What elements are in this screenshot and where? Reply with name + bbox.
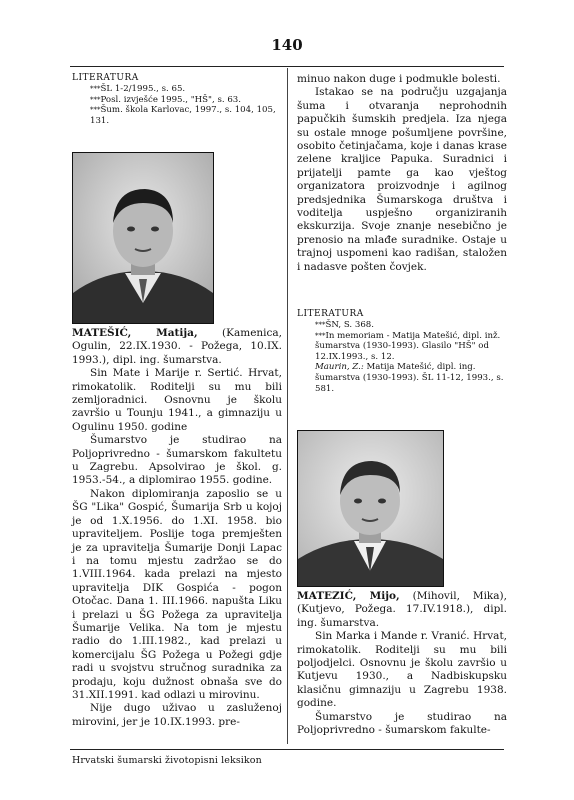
portrait-photo-matezic bbox=[297, 430, 444, 587]
continuation-text bbox=[297, 73, 507, 274]
entry-name: MATEŠIĆ, Matija, bbox=[72, 327, 198, 339]
entry-paragraph: Šumarstvo je studirao na Poljoprivredno - šumarskom fakultetu u Zagrebu. Apsolvirao je škol. g. 1953.-54., a diplomirao 1955. godine. bbox=[72, 434, 282, 487]
literature-item: ***ŠN, S. 368. bbox=[315, 320, 374, 330]
bottom-rule bbox=[70, 749, 504, 750]
literature-item: ***Šum. škola Karlovac, 1997., s. 104, 105, 131. bbox=[90, 105, 276, 126]
entry-name: MATEZIĆ, Mijo, bbox=[297, 590, 400, 602]
entry-matezic: MATEZIĆ, Mijo, (Mihovil, Mika), (Kutjevo, Požega. 17.IV.1918.), dipl. ing. šumarstva. Sin Marka i Mande r. Vranić. Hrvat, rimokatolik. Roditelji su mu bili poljodjelci. Osnovnu je školu završio u Kutjevu 1930., a Nadbiskupsku klasičnu gimnaziju u Zagrebu 1938. godine. Šumarstvo je studirao na Poljoprivredno - šumarskom fakulte- bbox=[297, 590, 507, 737]
top-rule bbox=[70, 66, 504, 67]
continuation-paragraph: minuo nakon duge i podmukle bolesti. bbox=[297, 73, 501, 85]
entry-paragraph: Nakon diplomiranja zaposlio se u ŠG "Lika" Gospić, Šumarija Srb u kojoj je od 1.X.1956. do 1.XI. 1958. bio upraviteljem. Poslije toga premješten je za upravitelja Šumarije Donji Lapac i na tomu mjestu zadržao se do 1.VIII.1964. kada prelazi na mjesto upravitelja DIK Gospića - pogon Otočac. Dana 1. III.1966. napušta Liku i prelazi u ŠG Požega za upravitelja Šumarije Velika. Na tom je mjestu radio do 1.III.1982., kad prelazi u komercijalu ŠG Požega u Požegi gdje radi u svojstvu stručnog suradnika za prodaju, koju dužnost obnaša sve do 31.XII.1991. kad odlazi u mirovinu. bbox=[72, 487, 282, 701]
left-literature bbox=[72, 73, 282, 126]
entry-paragraph: Šumarstvo je studirao na Poljoprivredno - šumarskom fakulte- bbox=[297, 710, 507, 737]
entry-matesic: MATEŠIĆ, Matija, (Kamenica, Ogulin, 22.IX.1930. - Požega, 10.IX. 1993.), dipl. ing. šumarstva. Sin Mate i Marije r. Sertić. Hrvat, rimokatolik. Roditelji su mu bili zemljoradnici. Osnovnu je školu završio u Tounju 1941., a gimnaziju u Ogulinu 1950. godine Šumarstvo je studirao na Poljoprivredno - šumarskom fakultetu u Zagrebu. Apsolvirao je škol. g. 1953.-54., a diplomirao 1955. godine. Nakon diplomiranja zaposlio se u ŠG "Lika" Gospić, Šumarija Srb u kojoj je od 1.X.1956. do 1.XI. 1958. bio upraviteljem. Poslije toga premješten je za upravitelja Šumarije Donji Lapac i na tomu mjestu zadržao se do 1.VIII.1964. kada prelazi na mjesto upravitelja DIK Gospića - pogon Otočac. Dana 1. III.1966. napušta Liku i prelazi u ŠG Požega za upravitelja Šumarije Velika. Na tom je mjestu radio do 1.III.1982., kad prelazi u komercijalu ŠG Požega u Požegi gdje radi u svojstvu stručnog suradnika za prodaju, koju dužnost obnaša sve do 31.XII.1991. kad odlazi u mirovinu. Nije dugo uživao u zasluženoj mirovini, jer je 10.IX.1993. pre- bbox=[72, 327, 283, 728]
footer-title: Hrvatski šumarski životopisni leksikon bbox=[72, 755, 262, 766]
entry-paragraph: Sin Marka i Mande r. Vranić. Hrvat, rimokatolik. Roditelji su mu bili poljodjelci. Osnovnu je školu završio u Kutjevu 1930., a Nadbiskupsku klasičnu gimnaziju u Zagrebu 1938. godine. bbox=[297, 630, 507, 710]
literature-item: ***ŠL 1-2/1995., s. 65. bbox=[90, 84, 186, 94]
entry-paragraph: Sin Mate i Marije r. Sertić. Hrvat, rimokatolik. Roditelji su mu bili zemljoradnici. Osnovnu je školu završio u Tounju 1941., a gimnaziju u Ogulinu 1950. godine bbox=[72, 367, 282, 433]
column-divider bbox=[287, 68, 288, 744]
literature-item: ***Posl. izvješće 1995., "HŠ", s. 63. bbox=[90, 94, 242, 105]
entry-paragraph: Nije dugo uživao u zasluženoj mirovini, jer je 10.IX.1993. pre- bbox=[72, 702, 282, 728]
literature-item: ***In memoriam - Matija Matešić, dipl. inž. šumarstva (1930-1993). Glasilo "HŠ" od 12.IX.1993., s. 12. bbox=[315, 330, 501, 362]
literature-heading: LITERATURA bbox=[297, 309, 364, 319]
right-literature bbox=[297, 309, 507, 394]
literature-item: Maurin, Z.: Matija Matešić, dipl. ing. šumarstva (1930-1993). ŠL 11-12, 1993., s. 581. bbox=[315, 362, 504, 394]
literature-heading: LITERATURA bbox=[72, 73, 139, 83]
portrait-photo-matesic bbox=[72, 152, 214, 324]
continuation-paragraph: Istakao se na području uzgajanja šuma i otvaranja neprohodnih papučkih šumskih predjela. Iza njega su ostale mnoge pošumljene površine, osobito četinjačama, koje i danas krase zelene kraljice Papuka. Suradnici i prijatelji pamte ga kao vještog organizatora proizvodnje i agilnog predsjednika Šumarskoga društva i voditelja uspješno organiziranih ekskurzija. Svoje znanje nesebično je prenosio na mlađe suradnike. Ostaje u trajnoj uspomeni kao radišan, staložen i nadasve pošten čovjek. bbox=[297, 86, 507, 273]
page-number: 140 bbox=[271, 36, 303, 54]
